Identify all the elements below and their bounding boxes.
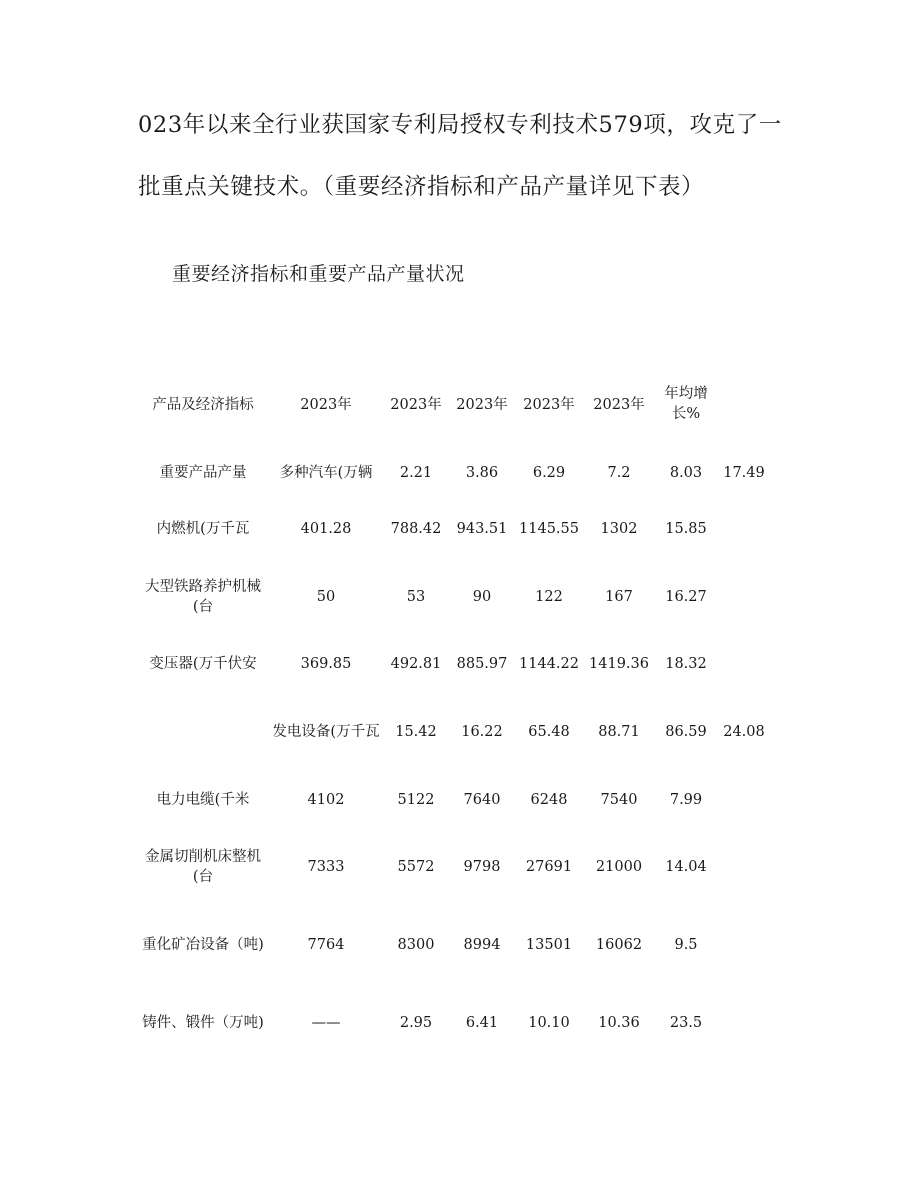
table-cell: 6.29 xyxy=(532,465,566,481)
paragraph-line-2: 批重点关键技术。（重要经济指标和产品产量详见下表） xyxy=(138,174,705,200)
table-cell: 18.32 xyxy=(665,656,707,672)
table-cell: 金属切削机床整机(台 xyxy=(145,849,261,885)
table-cell: 7540 xyxy=(600,792,638,808)
table-cell: 23.5 xyxy=(669,1015,703,1031)
table-cell: 7.2 xyxy=(607,465,631,481)
table-cell: 铸件、锻件（万吨) xyxy=(142,1015,264,1031)
table-cell: 15.85 xyxy=(665,521,707,537)
table-cell: 7640 xyxy=(463,792,501,808)
table-cell: 4102 xyxy=(307,792,345,808)
paragraph-line-1: 023年以来全行业获国家专利局授权专利技术579项，攻克了一 xyxy=(138,112,782,138)
table-header-cell: 2023年 xyxy=(523,397,575,413)
table-cell: 2.95 xyxy=(399,1015,433,1031)
table-cell: 492.81 xyxy=(390,656,442,672)
table-cell: 5572 xyxy=(397,859,435,875)
table-cell: 1145.55 xyxy=(519,521,579,537)
table-cell: 7764 xyxy=(307,937,345,953)
table-cell: 885.97 xyxy=(456,656,508,672)
table-cell: 7333 xyxy=(307,859,345,875)
table-cell: 401.28 xyxy=(300,521,352,537)
table-cell: 14.04 xyxy=(665,859,707,875)
table-cell: 27691 xyxy=(525,859,573,875)
table-header-cell: 2023年 xyxy=(390,397,442,413)
table-cell: 多种汽车(万辆 xyxy=(279,465,373,481)
table-cell: 9.5 xyxy=(674,937,698,953)
table-cell: 1419.36 xyxy=(589,656,649,672)
table-cell: 大型铁路养护机械(台 xyxy=(145,579,261,615)
table-cell: 16062 xyxy=(595,937,643,953)
table-cell: 6248 xyxy=(530,792,568,808)
table-cell: 电力电缆(千米 xyxy=(156,792,250,808)
table-cell: 变压器(万千伏安 xyxy=(149,656,257,672)
table-cell: 369.85 xyxy=(300,656,352,672)
table-cell: 发电设备(万千瓦 xyxy=(272,724,380,740)
table-header-cell: 2023年 xyxy=(593,397,645,413)
table-header-cell: 产品及经济指标 xyxy=(152,397,254,413)
table-cell: 1302 xyxy=(600,521,638,537)
table-cell: 重要产品产量 xyxy=(159,465,247,481)
table-cell: 8.03 xyxy=(669,465,703,481)
table-header-cell: 2023年 xyxy=(300,397,352,413)
table-cell: 65.48 xyxy=(528,724,570,740)
table-cell: 8994 xyxy=(463,937,501,953)
table-cell: —— xyxy=(311,1015,341,1031)
table-cell: 16.22 xyxy=(461,724,503,740)
table-cell: 167 xyxy=(605,589,633,605)
table-cell: 10.36 xyxy=(598,1015,640,1031)
table-cell: 16.27 xyxy=(665,589,707,605)
table-cell: 8300 xyxy=(397,937,435,953)
table-cell: 17.49 xyxy=(723,465,765,481)
table-cell: 6.41 xyxy=(465,1015,499,1031)
table-cell: 90 xyxy=(472,589,492,605)
table-header-cell: 年均增长% xyxy=(664,386,708,422)
table-cell: 2.21 xyxy=(399,465,433,481)
table-cell: 1144.22 xyxy=(519,656,579,672)
table-caption: 重要经济指标和重要产品产量状况 xyxy=(172,263,465,285)
table-cell: 内燃机(万千瓦 xyxy=(156,521,250,537)
table-cell: 943.51 xyxy=(456,521,508,537)
table-cell: 21000 xyxy=(595,859,643,875)
table-cell: 13501 xyxy=(525,937,573,953)
table-cell: 122 xyxy=(535,589,563,605)
table-cell: 88.71 xyxy=(598,724,640,740)
table-cell: 788.42 xyxy=(390,521,442,537)
table-header-cell: 2023年 xyxy=(456,397,508,413)
table-cell: 53 xyxy=(406,589,426,605)
table-cell: 10.10 xyxy=(528,1015,570,1031)
table-cell: 86.59 xyxy=(665,724,707,740)
table-cell: 5122 xyxy=(397,792,435,808)
table-cell: 50 xyxy=(316,589,336,605)
table-cell: 24.08 xyxy=(723,724,765,740)
table-cell: 3.86 xyxy=(465,465,499,481)
table-cell: 重化矿冶设备（吨) xyxy=(142,937,264,953)
table-cell: 9798 xyxy=(463,859,501,875)
table-cell: 15.42 xyxy=(395,724,437,740)
table-cell: 7.99 xyxy=(669,792,703,808)
